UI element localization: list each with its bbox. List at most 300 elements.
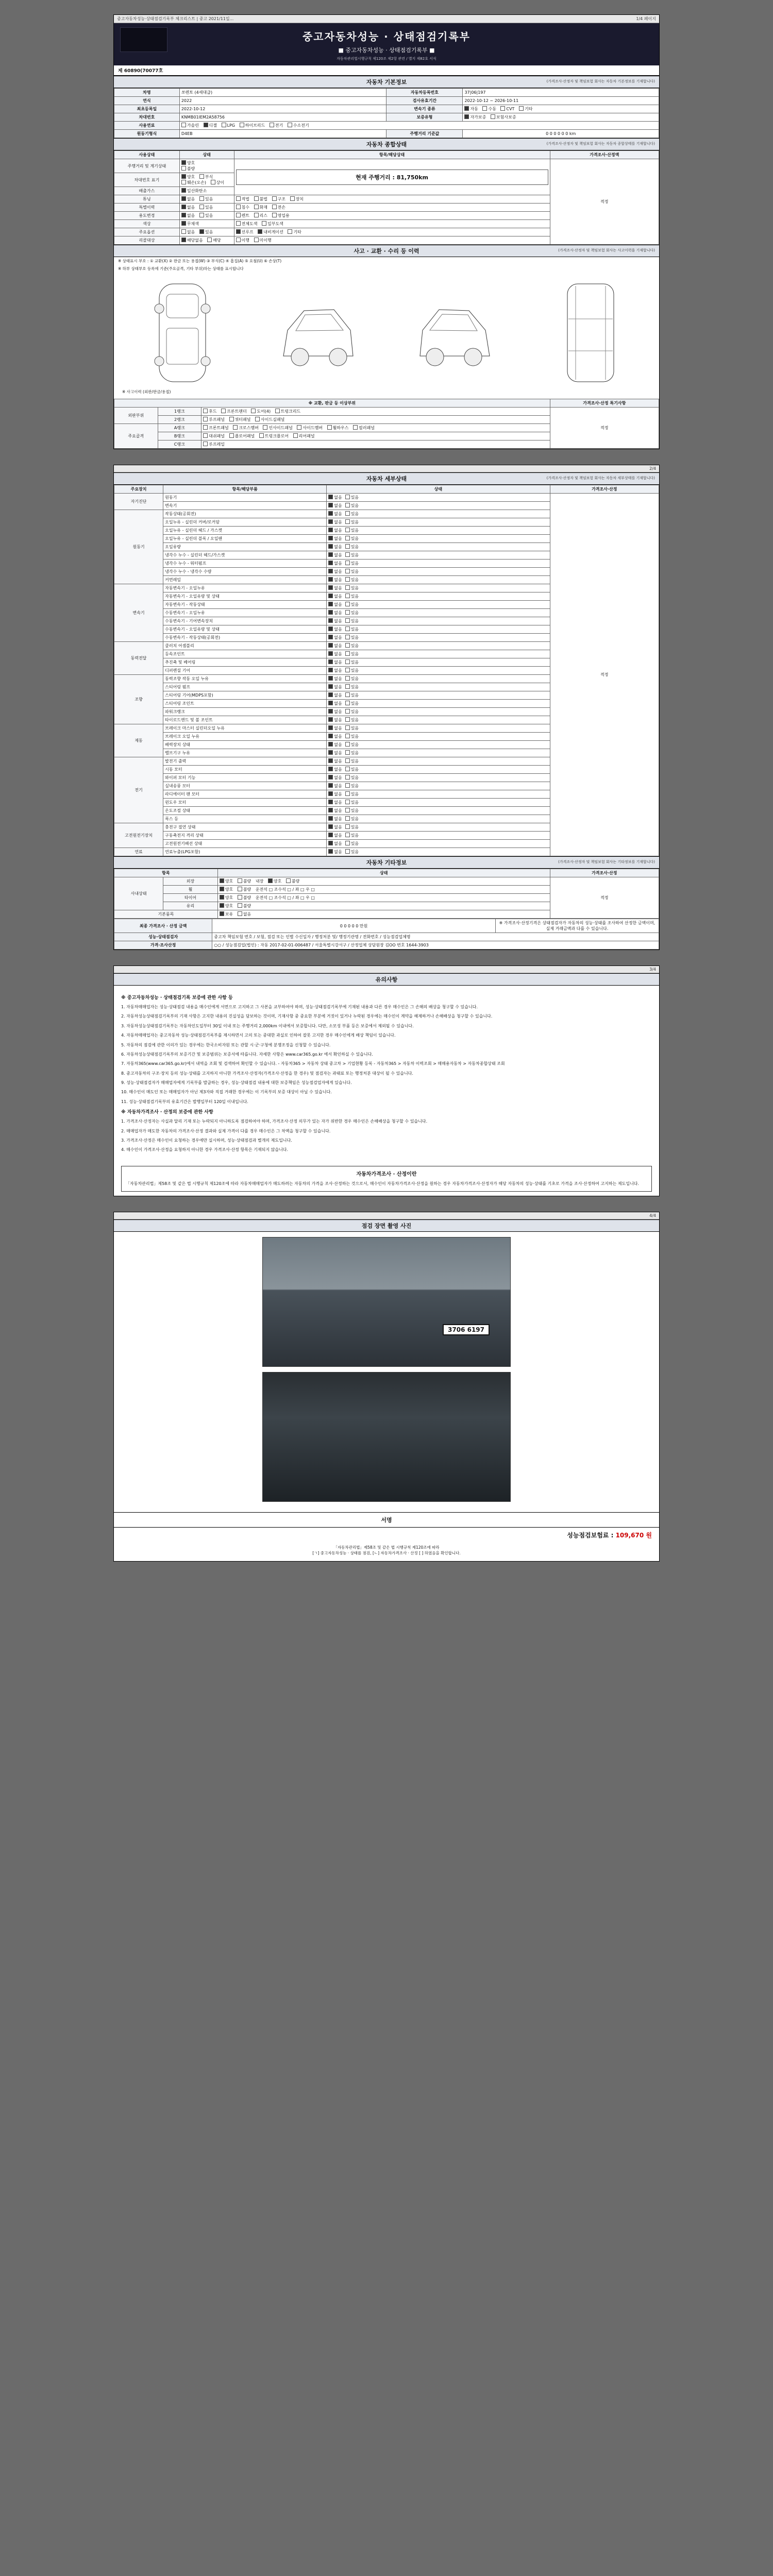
opt-yes[interactable]: 있음 (345, 800, 359, 805)
row-label: 차대번호 표기 (114, 173, 180, 187)
etc-row-state (217, 886, 550, 894)
opt-yes[interactable]: 있음 (345, 610, 359, 616)
car-side-right-icon (412, 279, 500, 387)
detail-item-label: 실내송풍 모터 (163, 782, 327, 790)
option-cvt[interactable]: CVT (500, 106, 514, 111)
opt-yes[interactable]: 있음 (345, 552, 359, 558)
opt-none[interactable]: 없음 (181, 196, 195, 202)
detail-group-label: 제동 (114, 724, 163, 757)
notice-item: 2. 매매업자가 매도한 자동차의 가격조사·산정 결과와 실제 가격이 다를 경우 매수인은 그 차액을 청구할 수 있습니다. (121, 1128, 331, 1133)
detail-item-label: 스티어링 펌프 (163, 683, 327, 691)
table-row (114, 105, 659, 113)
opt-damage[interactable]: 훼손(오손) (181, 180, 206, 185)
section-photo-title: 점검 장면 촬영 사진 (361, 1222, 412, 1229)
part-cross-member[interactable]: 크로스멤버 (233, 425, 259, 431)
detail-item-status (327, 609, 550, 617)
opt-yes[interactable]: 있음 (345, 528, 359, 533)
cell-value (463, 113, 659, 122)
opt-yes[interactable]: 있음 (345, 577, 359, 583)
opt-good[interactable]: 양호 (181, 174, 195, 180)
cell-value: KNMB01IEM2A58756 (179, 113, 386, 122)
opt-applicable[interactable]: 해당 (207, 238, 221, 243)
opt-yes[interactable]: 있음 (345, 758, 359, 764)
detail-item-label: 자동변속기 - 작동상태 (163, 601, 327, 609)
detail-item-label: 스티어링 기어(MDPS포함) (163, 691, 327, 700)
opt-none[interactable]: 없음 (328, 791, 342, 797)
opt-none[interactable]: 없음 (328, 610, 342, 616)
notice-item: 2. 자동차성능상태점검기록부의 기재 사항은 고지한 내용의 진실성을 담보하는 것이며, 기재사항 중 중요한 부분에 거짓이 있거나 누락된 경우에는 매수인이 계약을 해제하거나 손해배상을 청구할 수 있습니다. (121, 1014, 493, 1019)
opt-none[interactable]: 없음 (328, 750, 342, 756)
detail-group-label: 변속기 (114, 584, 163, 642)
opt-yes[interactable]: 있음 (345, 561, 359, 566)
opt-yes[interactable]: 있음 (345, 833, 359, 838)
row-detail (234, 228, 550, 236)
opt-good[interactable]: 양호 (181, 160, 195, 166)
opt-yes[interactable]: 있음 (345, 849, 359, 855)
col-etc-assess: 가격조사·산정 (550, 869, 659, 877)
car-front-view-icon (144, 279, 221, 387)
opt-yes[interactable]: 있음 (345, 536, 359, 541)
etc-row-state (217, 902, 550, 910)
opt-none[interactable]: 없음 (328, 602, 342, 607)
opt-none[interactable]: 없음 (328, 511, 342, 517)
opt-none[interactable]: 없음 (328, 577, 342, 583)
detail-item-status (327, 551, 550, 560)
opt-yes[interactable]: 있음 (345, 594, 359, 599)
part-floor-panel[interactable]: 플로어패널 (229, 433, 255, 439)
part-trunk-floor[interactable]: 트렁크플로어 (259, 433, 289, 439)
opt-have[interactable]: 보유 (220, 911, 233, 917)
detail-item-label: 수동변속기 - 오일누유 (163, 609, 327, 617)
detail-item-label: 등속조인트 (163, 650, 327, 658)
parts-header: ※ 교환, 판금 등 이상부위 (114, 399, 550, 408)
opt-none[interactable]: 없음 (328, 767, 342, 772)
opt-not-done[interactable]: 미이행 (254, 238, 272, 243)
opt-yes[interactable]: 있음 (345, 750, 359, 756)
opt-achromatic[interactable]: 무채색 (181, 221, 199, 227)
detail-item-label: 윈도우 모터 (163, 799, 327, 807)
detail-item-status (327, 494, 550, 502)
section-overall-note: (가격조사·산정자 및 책임보험 회사는 자동차 종합상태를 기재합니다) (546, 142, 655, 146)
opt-etc[interactable]: 기타 (288, 229, 301, 235)
detail-item-status (327, 675, 550, 683)
section-etc-note: (가격조사·산정자 및 책임보험 회사는 기타정보를 기재합니다) (558, 860, 655, 864)
detail-group-label: 자기진단 (114, 494, 163, 510)
row-state (179, 228, 234, 236)
opt-diff[interactable]: 상이 (211, 180, 224, 185)
col-assessment: 가격조사·산정 (550, 485, 659, 494)
opt-none[interactable]: 없음 (328, 626, 342, 632)
accident-assessment: 적정 (550, 408, 659, 449)
opt-yes[interactable]: 있음 (345, 659, 359, 665)
fuel-diesel[interactable]: 디젤 (204, 123, 217, 128)
section-photo-header (114, 1219, 659, 1232)
opt-yes[interactable]: 있음 (345, 816, 359, 822)
opt-interior-bad[interactable]: 불량 (286, 878, 299, 884)
opt-flood[interactable]: 침수 (236, 205, 249, 210)
part-side-sill[interactable]: 사이드실패널 (255, 417, 284, 422)
opt-done[interactable]: 이행 (236, 238, 249, 243)
opt-yes[interactable]: 있음 (345, 503, 359, 509)
detail-item-label: 클러치 어셈블리 (163, 642, 327, 650)
detail-item-status (327, 708, 550, 716)
section-etc-header (114, 856, 659, 869)
parts-list (201, 424, 550, 432)
opt-co[interactable]: 일산화탄소 (181, 188, 207, 194)
overall-assessment: 적정 (550, 159, 659, 245)
option-other[interactable]: 기타 (519, 106, 532, 112)
opt-good[interactable]: 양호 (220, 895, 233, 901)
opt-yes[interactable]: 있음 (345, 668, 359, 673)
notice-item: 11. 성능·상태점검기록부의 유효기간은 발행일부터 120일 이내입니다. (121, 1099, 248, 1104)
detail-item-status (327, 799, 550, 807)
opt-business[interactable]: 영업용 (272, 213, 290, 218)
opt-yes[interactable]: 있음 (345, 626, 359, 632)
opt-yes[interactable]: 있음 (345, 585, 359, 591)
opt-none[interactable]: 없음 (328, 800, 342, 805)
opt-yes[interactable]: 있음 (345, 569, 359, 574)
part-side-member[interactable]: 사이드멤버 (297, 425, 323, 431)
opt-none[interactable]: 없음 (328, 552, 342, 558)
notice-item: 3. 가격조사·산정은 매수인이 요청하는 경우에만 실시하며, 성능·상태점검과 별개의 제도입니다. (121, 1138, 292, 1143)
table-row (114, 113, 659, 122)
part-quarter-panel[interactable]: 쿼터패널 (229, 417, 251, 422)
opt-yes[interactable]: 있음 (345, 767, 359, 772)
opt-partial-paint[interactable]: 일부도색 (262, 221, 283, 227)
opt-not-applicable[interactable]: 해당없음 (181, 238, 203, 243)
opt-none[interactable]: 없음 (328, 643, 342, 649)
part-doors[interactable]: 도어(4) (251, 409, 271, 414)
section-accident-note: (가격조사·산정자 및 책임보험 회사는 사고이력을 기재합니다) (558, 248, 655, 252)
section-etc-title: 자동차 기타정보 (366, 859, 407, 866)
detail-item-status (327, 650, 550, 658)
table-row (114, 89, 659, 97)
detail-item-status (327, 502, 550, 510)
opt-rent[interactable]: 렌트 (236, 213, 249, 218)
opt-yes[interactable]: 있음 (345, 643, 359, 649)
opt-none[interactable]: 없음 (328, 651, 342, 657)
opt-yes[interactable]: 있음 (345, 717, 359, 723)
opt-yes[interactable]: 있음 (345, 725, 359, 731)
fuel-lpg[interactable]: LPG (222, 123, 235, 128)
opt-legal[interactable]: 적법 (236, 196, 249, 202)
row-state (179, 204, 234, 212)
detail-item-label: 시동 모터 (163, 766, 327, 774)
part-front-panel[interactable]: 프론트패널 (203, 425, 229, 431)
opt-total-loss[interactable]: 전손 (272, 205, 285, 210)
row-label: 용도변경 (114, 212, 180, 220)
row-detail (234, 204, 550, 212)
notice-list-1 (121, 1004, 652, 1105)
opt-none[interactable]: 없음 (238, 911, 251, 917)
opt-none[interactable]: 없음 (328, 758, 342, 764)
part-front-fender[interactable]: 프론트팬더 (221, 409, 247, 414)
page-4 (113, 1212, 660, 1562)
cell-label: 원동기형식 (114, 130, 180, 138)
fuel-hybrid[interactable]: 하이브리드 (240, 123, 265, 128)
detail-item-label: 배력장치 상태 (163, 741, 327, 749)
opt-yes[interactable]: 있음 (345, 783, 359, 789)
fuel-hydrogen[interactable]: 수소전기 (288, 123, 309, 128)
notice-item: 8. 중고자동차의 구조·장치 등의 성능·상태를 고지하지 아니한 가격조사·산정자(가격조사·산정을 한 경우) 및 점검자는 과태료 또는 행정처분 대상이 될 수 있습니다. (121, 1071, 413, 1076)
document-footnote (114, 1543, 659, 1562)
detail-item-status (327, 774, 550, 782)
browser-header (114, 15, 659, 23)
opt-none[interactable]: 없음 (328, 561, 342, 566)
opt-yes[interactable]: 있음 (345, 495, 359, 500)
opt-yes[interactable]: 있음 (345, 808, 359, 814)
opt-bad[interactable]: 불량 (238, 878, 251, 884)
detail-item-label: 스티어링 조인트 (163, 700, 327, 708)
detail-item-status (327, 617, 550, 625)
row-state (179, 159, 234, 173)
col-status: 상태 (327, 485, 550, 494)
row-label: 주요옵션 (114, 228, 180, 236)
detail-item-status (327, 642, 550, 650)
detail-item-status (327, 766, 550, 774)
final-price-note: ※ 가격조사·산정기격은 상태점검자가 자동차의 성능·상태를 조사하여 산정한 금액이며, 실제 거래금액과 다를 수 있습니다. (495, 919, 659, 933)
opt-none[interactable]: 없음 (181, 205, 195, 210)
opt-none[interactable]: 없음 (328, 569, 342, 574)
opt-none[interactable]: 없음 (328, 692, 342, 698)
opt-none[interactable]: 없음 (328, 668, 342, 673)
opt-yes[interactable]: 있음 (345, 701, 359, 706)
cell-value: 37|06|197 (463, 89, 659, 97)
opt-none[interactable]: 없음 (328, 676, 342, 682)
notice-item: 10. 매수인이 매도인 또는 매매업자가 아닌 제3자와 직접 거래한 경우에는 이 기록부의 보증 대상이 아닐 수 있습니다. (121, 1090, 332, 1095)
detail-item-label: 충전구 절연 상태 (163, 823, 327, 832)
opt-yes[interactable]: 있음 (345, 841, 359, 846)
opt-bad[interactable]: 불량 (181, 166, 195, 172)
opt-none[interactable]: 없음 (328, 725, 342, 731)
fuel-gasoline[interactable]: 가솔린 (181, 123, 199, 128)
opt-bad[interactable]: 불량 (238, 887, 251, 892)
opt-yes[interactable]: 있음 (345, 692, 359, 698)
detail-item-status (327, 658, 550, 667)
cell-value: 쏘렌토 (4세대급) (179, 89, 386, 97)
table-header-row (114, 399, 659, 408)
opt-none[interactable]: 없음 (181, 229, 195, 235)
opt-lease[interactable]: 리스 (254, 213, 267, 218)
opt-none[interactable]: 없음 (328, 594, 342, 599)
row-label: 주행거리 및 계기상태 (114, 159, 180, 173)
opt-yes[interactable]: 있음 (345, 519, 359, 525)
opt-yes[interactable]: 있음 (199, 213, 213, 218)
detail-item-label: 원동기 (163, 494, 327, 502)
detail-item-status (327, 733, 550, 741)
opt-yes[interactable]: 있음 (345, 791, 359, 797)
opt-yes[interactable]: 있음 (199, 229, 213, 235)
opt-sunroof[interactable]: 선루프 (236, 229, 254, 235)
opt-yes[interactable]: 있음 (199, 196, 213, 202)
opt-yes[interactable]: 있음 (345, 676, 359, 682)
opt-none[interactable]: 없음 (328, 528, 342, 533)
page-3 (113, 965, 660, 1196)
opt-yes[interactable]: 있음 (345, 618, 359, 624)
notice-list-2 (121, 1118, 652, 1154)
table-row (114, 408, 659, 416)
option-manual[interactable]: 수동 (482, 106, 496, 112)
opt-yes[interactable]: 있음 (199, 205, 213, 210)
opt-navigation[interactable]: 내비게이션 (258, 229, 283, 235)
section-detail-header (114, 472, 659, 485)
opt-yes[interactable]: 있음 (345, 709, 359, 715)
detail-item-status (327, 700, 550, 708)
opt-device[interactable]: 장치 (290, 196, 304, 202)
row-state (179, 236, 234, 245)
opt-none[interactable]: 없음 (328, 684, 342, 690)
opt-none[interactable]: 없음 (328, 709, 342, 715)
inspector-value: 중고차 책임보험 번호 / 보험, 점검 또는 인별 수신일자 / 행정처분 및/ 행정기관명 / 전화번호 / 성능점검업체명 (212, 933, 659, 941)
opt-yes[interactable]: 있음 (345, 651, 359, 657)
cell-value-fuel (179, 122, 659, 130)
row-label: 색상 (114, 220, 180, 228)
col-usage-state: 사용상태 (114, 151, 180, 159)
part-trunk-lid[interactable]: 트렁크리드 (275, 409, 301, 414)
page-3-label: 3/4 (649, 967, 656, 972)
opt-yes[interactable]: 있음 (345, 734, 359, 739)
opt-yes[interactable]: 있음 (345, 635, 359, 640)
section-basic-note: (가격조사·산정자 및 책임보험 회사는 자동차 기본정보를 기재합니다) (546, 79, 655, 83)
page-1 (113, 14, 660, 449)
cell-label: 자동차등록번호 (386, 89, 463, 97)
opt-none[interactable]: 없음 (328, 635, 342, 640)
part-roof-panel[interactable]: 루프패널 (203, 417, 225, 422)
etc-row-label: 휠 (163, 886, 218, 894)
page-4-label: 4/4 (649, 1213, 656, 1218)
opt-corrosion[interactable]: 부식 (199, 174, 213, 180)
detail-item-label: 파워크랭크 (163, 708, 327, 716)
row-state (179, 173, 234, 187)
col-etc-item: 항목 (114, 869, 218, 877)
opt-yes[interactable]: 있음 (345, 742, 359, 748)
declaration-title: 자동차가격조사 · 산정이란 (356, 1171, 417, 1177)
opt-yes[interactable]: 있음 (345, 775, 359, 781)
notice-item: 3. 자동차성능상태점검기록부는 자동차인도일부터 30일 이내 또는 주행거리 2,000km 이내에서 보증합니다. 다만, 소모성 부품 등은 보증에서 제외될 수 있습니다. (121, 1023, 414, 1028)
opt-yes[interactable]: 있음 (345, 684, 359, 690)
opt-illegal[interactable]: 불법 (254, 196, 267, 202)
opt-none[interactable]: 없음 (181, 213, 195, 218)
row-label: 튜닝 (114, 195, 180, 204)
opt-full-paint[interactable]: 전체도색 (236, 221, 258, 227)
tire-position: 운전석 □ 조수석 □ / 좌 □ 우 □ (255, 895, 315, 900)
opt-none[interactable]: 없음 (328, 849, 342, 855)
detail-group-label: 전기 (114, 757, 163, 823)
opt-none[interactable]: 없음 (328, 495, 342, 500)
opt-none[interactable]: 없음 (328, 503, 342, 509)
opt-interior-good[interactable]: 양호 (268, 878, 281, 884)
opt-structure[interactable]: 구조 (272, 196, 285, 202)
detail-item-status (327, 749, 550, 757)
opt-none[interactable]: 없음 (328, 816, 342, 822)
opt-yes[interactable]: 있음 (345, 511, 359, 517)
rank-label: C랭크 (158, 440, 201, 449)
opt-none[interactable]: 없음 (328, 536, 342, 541)
part-hood[interactable]: 후드 (203, 409, 216, 414)
table-row (114, 941, 659, 950)
opt-yes[interactable]: 있음 (345, 602, 359, 607)
row-state (179, 220, 234, 228)
document-title: 중고자동차성능 · 상태점검기록부 (302, 30, 470, 43)
opt-none[interactable]: 없음 (328, 783, 342, 789)
opt-none[interactable]: 없음 (328, 585, 342, 591)
opt-fire[interactable]: 화재 (254, 205, 267, 210)
part-rear-panel[interactable]: 리어패널 (293, 433, 315, 439)
detail-item-label: 밸브기구 누유 (163, 749, 327, 757)
part-wheel-house[interactable]: 휠하우스 (327, 425, 349, 431)
opt-none[interactable]: 없음 (328, 519, 342, 525)
page-2 (113, 465, 660, 950)
opt-yes[interactable]: 있음 (345, 824, 359, 830)
fuel-ev[interactable]: 전기 (270, 123, 283, 128)
row-detail (234, 212, 550, 220)
opt-none[interactable]: 없음 (328, 775, 342, 781)
car-side-left-icon (273, 279, 361, 387)
table-row (114, 494, 659, 502)
option-self-warranty[interactable]: 자가보증 (464, 114, 486, 120)
detail-item-status (327, 840, 550, 848)
part-roof-rail[interactable]: 루프레일 (203, 442, 225, 447)
detail-item-status (327, 782, 550, 790)
opt-none[interactable]: 없음 (328, 742, 342, 748)
detail-item-status (327, 691, 550, 700)
opt-none[interactable]: 없음 (328, 701, 342, 706)
cell-value: 2022 (179, 97, 386, 105)
accident-parts-table (114, 399, 659, 449)
opt-good[interactable]: 양호 (220, 887, 233, 892)
part-pillar-panel[interactable]: 필러패널 (353, 425, 375, 431)
row-state (179, 187, 234, 195)
opt-none[interactable]: 없음 (328, 659, 342, 665)
cell-value: D4EB (179, 130, 386, 138)
inspector-label: 성능·상태점검자 (114, 933, 212, 941)
inspection-fee-value: 109,670 원 (615, 1531, 652, 1539)
opt-none[interactable]: 없음 (328, 841, 342, 846)
col-items: 항목/해당상태 (234, 151, 550, 159)
part-inside-panel[interactable]: 인사이드패널 (263, 425, 292, 431)
opt-none[interactable]: 없음 (328, 618, 342, 624)
table-row (114, 122, 659, 130)
opt-yes[interactable]: 있음 (345, 544, 359, 550)
row-label: 특별이력 (114, 204, 180, 212)
detail-item-status (327, 518, 550, 527)
cell-label: 최초등록일 (114, 105, 180, 113)
option-auto[interactable]: 자동 (464, 106, 478, 112)
detail-item-status (327, 601, 550, 609)
part-dash-panel[interactable]: 대쉬패널 (203, 433, 225, 439)
etc-row-state (217, 877, 550, 886)
detail-item-status (327, 543, 550, 551)
opt-none[interactable]: 없음 (328, 544, 342, 550)
accident-legend-2: ※ 하부 상태부호 등록에 기준(주요골격, 기타 부위)하는 상태를 표시합니다 (118, 266, 244, 271)
detail-item-status (327, 510, 550, 518)
detail-group-label: 동력전달 (114, 642, 163, 675)
opt-bad[interactable]: 불량 (238, 895, 251, 901)
opt-good[interactable]: 양호 (220, 878, 233, 884)
detail-item-label: 오일유량 (163, 543, 327, 551)
opt-none[interactable]: 없음 (328, 833, 342, 838)
opt-good[interactable]: 양호 (220, 903, 233, 909)
option-insurer-warranty[interactable]: 보험사보증 (491, 114, 516, 120)
opt-none[interactable]: 없음 (328, 824, 342, 830)
opt-none[interactable]: 없음 (328, 734, 342, 739)
opt-bad[interactable]: 불량 (238, 903, 251, 909)
detail-item-label: 수동변속기 - 기어변속장치 (163, 617, 327, 625)
opt-none[interactable]: 없음 (328, 717, 342, 723)
row-state (179, 212, 234, 220)
section-detail-title: 자동차 세부상태 (366, 476, 407, 482)
opt-none[interactable]: 없음 (328, 808, 342, 814)
